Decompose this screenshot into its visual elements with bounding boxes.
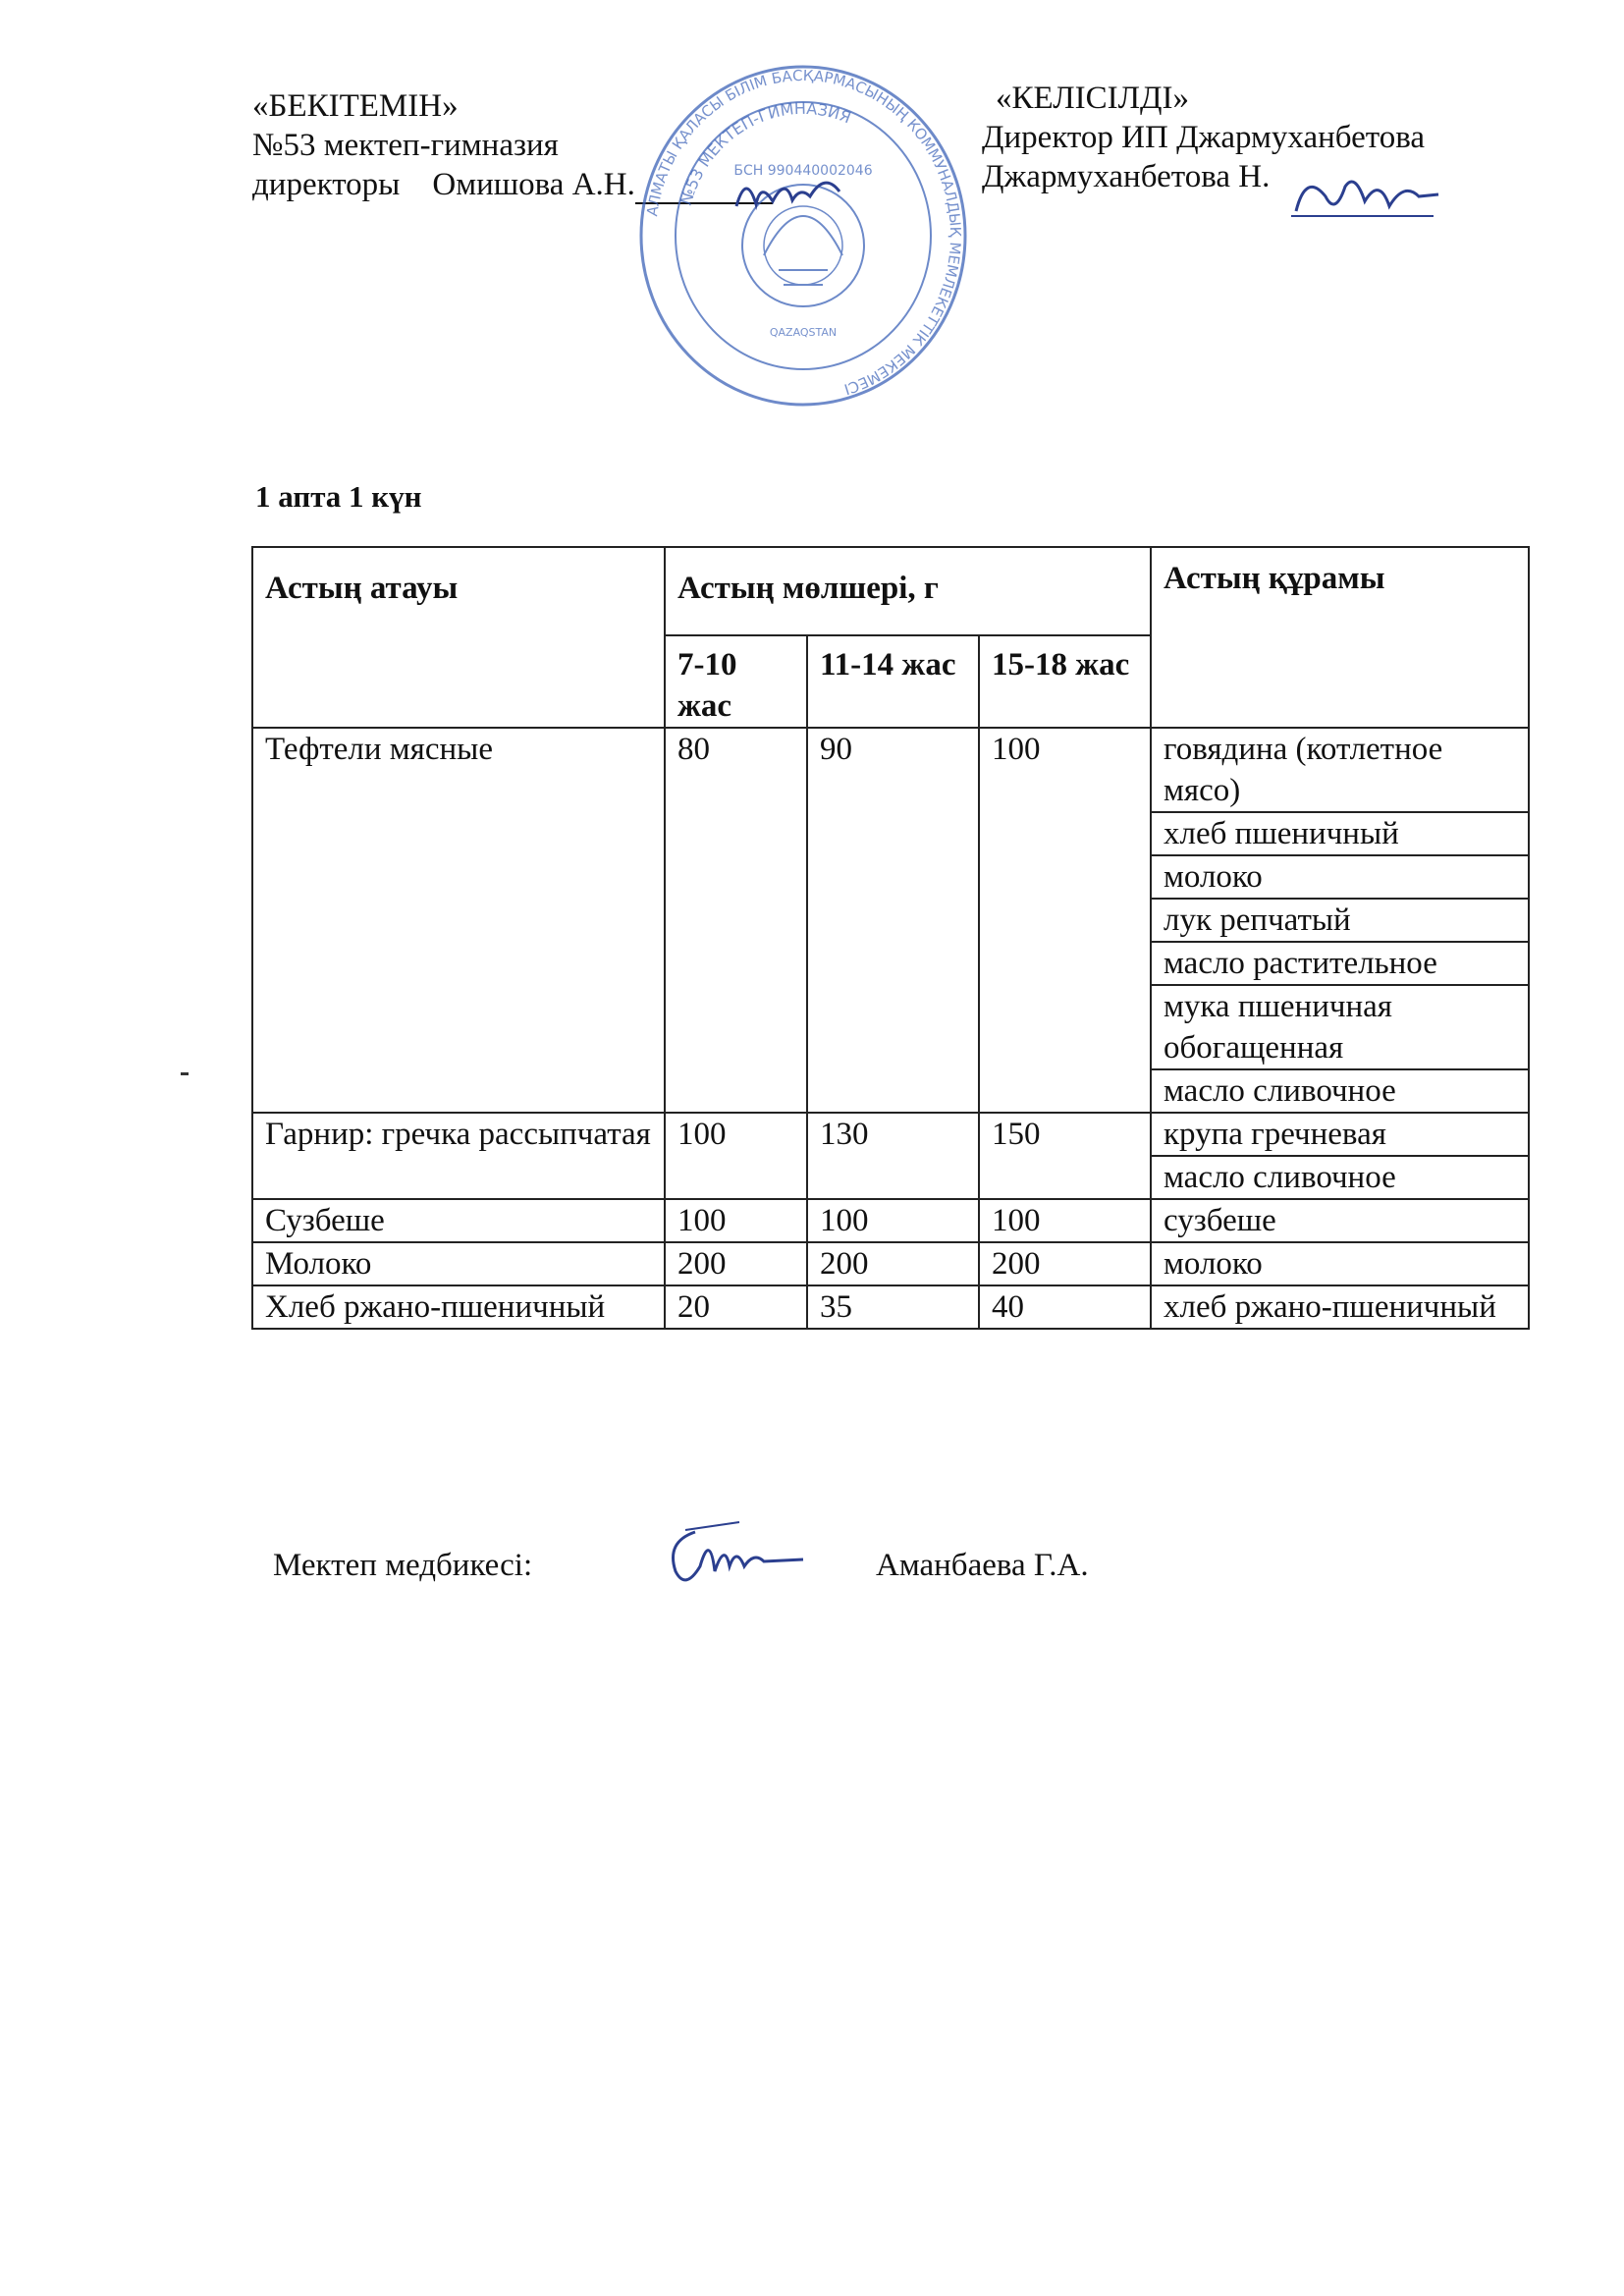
ingredient: крупа гречневая	[1151, 1113, 1529, 1156]
amount-7-10: 20	[665, 1285, 807, 1329]
dish-name: Тефтели мясные	[252, 728, 665, 1113]
amount-11-14: 90	[807, 728, 979, 1113]
approval-heading: «БЕКІТЕМІН»	[252, 88, 459, 124]
stamp-center-text: QAZAQSTAN	[769, 326, 838, 339]
table-row	[252, 1199, 1529, 1242]
approval-role: директоры	[252, 167, 401, 202]
amount-7-10: 100	[665, 1199, 807, 1242]
entrepreneur-signature	[1286, 167, 1443, 236]
menu-table	[251, 546, 1530, 1330]
ingredient: лук репчатый	[1151, 899, 1529, 942]
amount-15-18: 40	[979, 1285, 1151, 1329]
ingredient: хлеб ржано-пшеничный	[1151, 1285, 1529, 1329]
amount-11-14: 130	[807, 1113, 979, 1199]
agreement-heading: «КЕЛІСІЛДІ»	[996, 81, 1189, 116]
ingredient: мука пшеничная обогащенная	[1151, 985, 1529, 1069]
ingredient: масло растительное	[1151, 942, 1529, 985]
nurse-label: Мектеп медбикесі:	[273, 1548, 533, 1583]
header-composition: Астың құрамы	[1151, 547, 1529, 728]
dish-name: Сузбеше	[252, 1199, 665, 1242]
school-stamp	[636, 59, 970, 412]
agreement-name: Джармуханбетова Н.	[982, 159, 1271, 194]
table-row	[252, 1242, 1529, 1285]
ingredient: молоко	[1151, 1242, 1529, 1285]
amount-15-18: 150	[979, 1113, 1151, 1199]
amount-15-18: 100	[979, 728, 1151, 1113]
ingredient: говядина (котлетное мясо)	[1151, 728, 1529, 812]
dish-name: Молоко	[252, 1242, 665, 1285]
table-row	[252, 728, 1529, 812]
dish-name: Гарнир: гречка рассыпчатая	[252, 1113, 665, 1199]
approval-name: Омишова А.Н.	[432, 167, 635, 202]
director-signature	[731, 167, 849, 226]
ingredient: молоко	[1151, 855, 1529, 899]
nurse-signature	[656, 1512, 813, 1601]
ingredient: масло сливочное	[1151, 1156, 1529, 1199]
approval-school: №53 мектеп-гимназия	[252, 128, 559, 163]
header-age-7-10: 7-10 жас	[665, 635, 807, 728]
menu-title: 1 апта 1 күн	[255, 479, 422, 514]
table-row	[252, 1113, 1529, 1156]
ingredient: масло сливочное	[1151, 1069, 1529, 1113]
amount-11-14: 35	[807, 1285, 979, 1329]
table-row	[252, 1285, 1529, 1329]
header-name: Астың атауы	[252, 547, 665, 728]
ingredient: хлеб пшеничный	[1151, 812, 1529, 855]
stamp-top-text: №53 МЕКТЕП-ГИМНАЗИЯ	[676, 98, 854, 207]
amount-15-18: 200	[979, 1242, 1151, 1285]
amount-11-14: 100	[807, 1199, 979, 1242]
ingredient: сузбеше	[1151, 1199, 1529, 1242]
dish-name: Хлеб ржано-пшеничный	[252, 1285, 665, 1329]
stamp-outer-text: АЛМАТЫ ҚАЛАСЫ БІЛІМ БАСҚАРМАСЫНЫҢ КОММУНАЛДЫҚ МЕМЛЕКЕТТІК МЕКЕМЕСІ	[643, 66, 965, 399]
amount-11-14: 200	[807, 1242, 979, 1285]
amount-7-10: 80	[665, 728, 807, 1113]
header-age-11-14: 11-14 жас	[807, 635, 979, 728]
amount-7-10: 200	[665, 1242, 807, 1285]
amount-7-10: 100	[665, 1113, 807, 1199]
header-amount: Астың мөлшері, г	[665, 547, 1151, 635]
scan-speck	[181, 1072, 189, 1075]
header-age-15-18: 15-18 жас	[979, 635, 1151, 728]
amount-15-18: 100	[979, 1199, 1151, 1242]
stamp-bin: БСН 990440002046	[733, 163, 873, 179]
nurse-name: Аманбаева Г.А.	[876, 1548, 1089, 1583]
agreement-role: Директор ИП Джармуханбетова	[982, 120, 1426, 155]
